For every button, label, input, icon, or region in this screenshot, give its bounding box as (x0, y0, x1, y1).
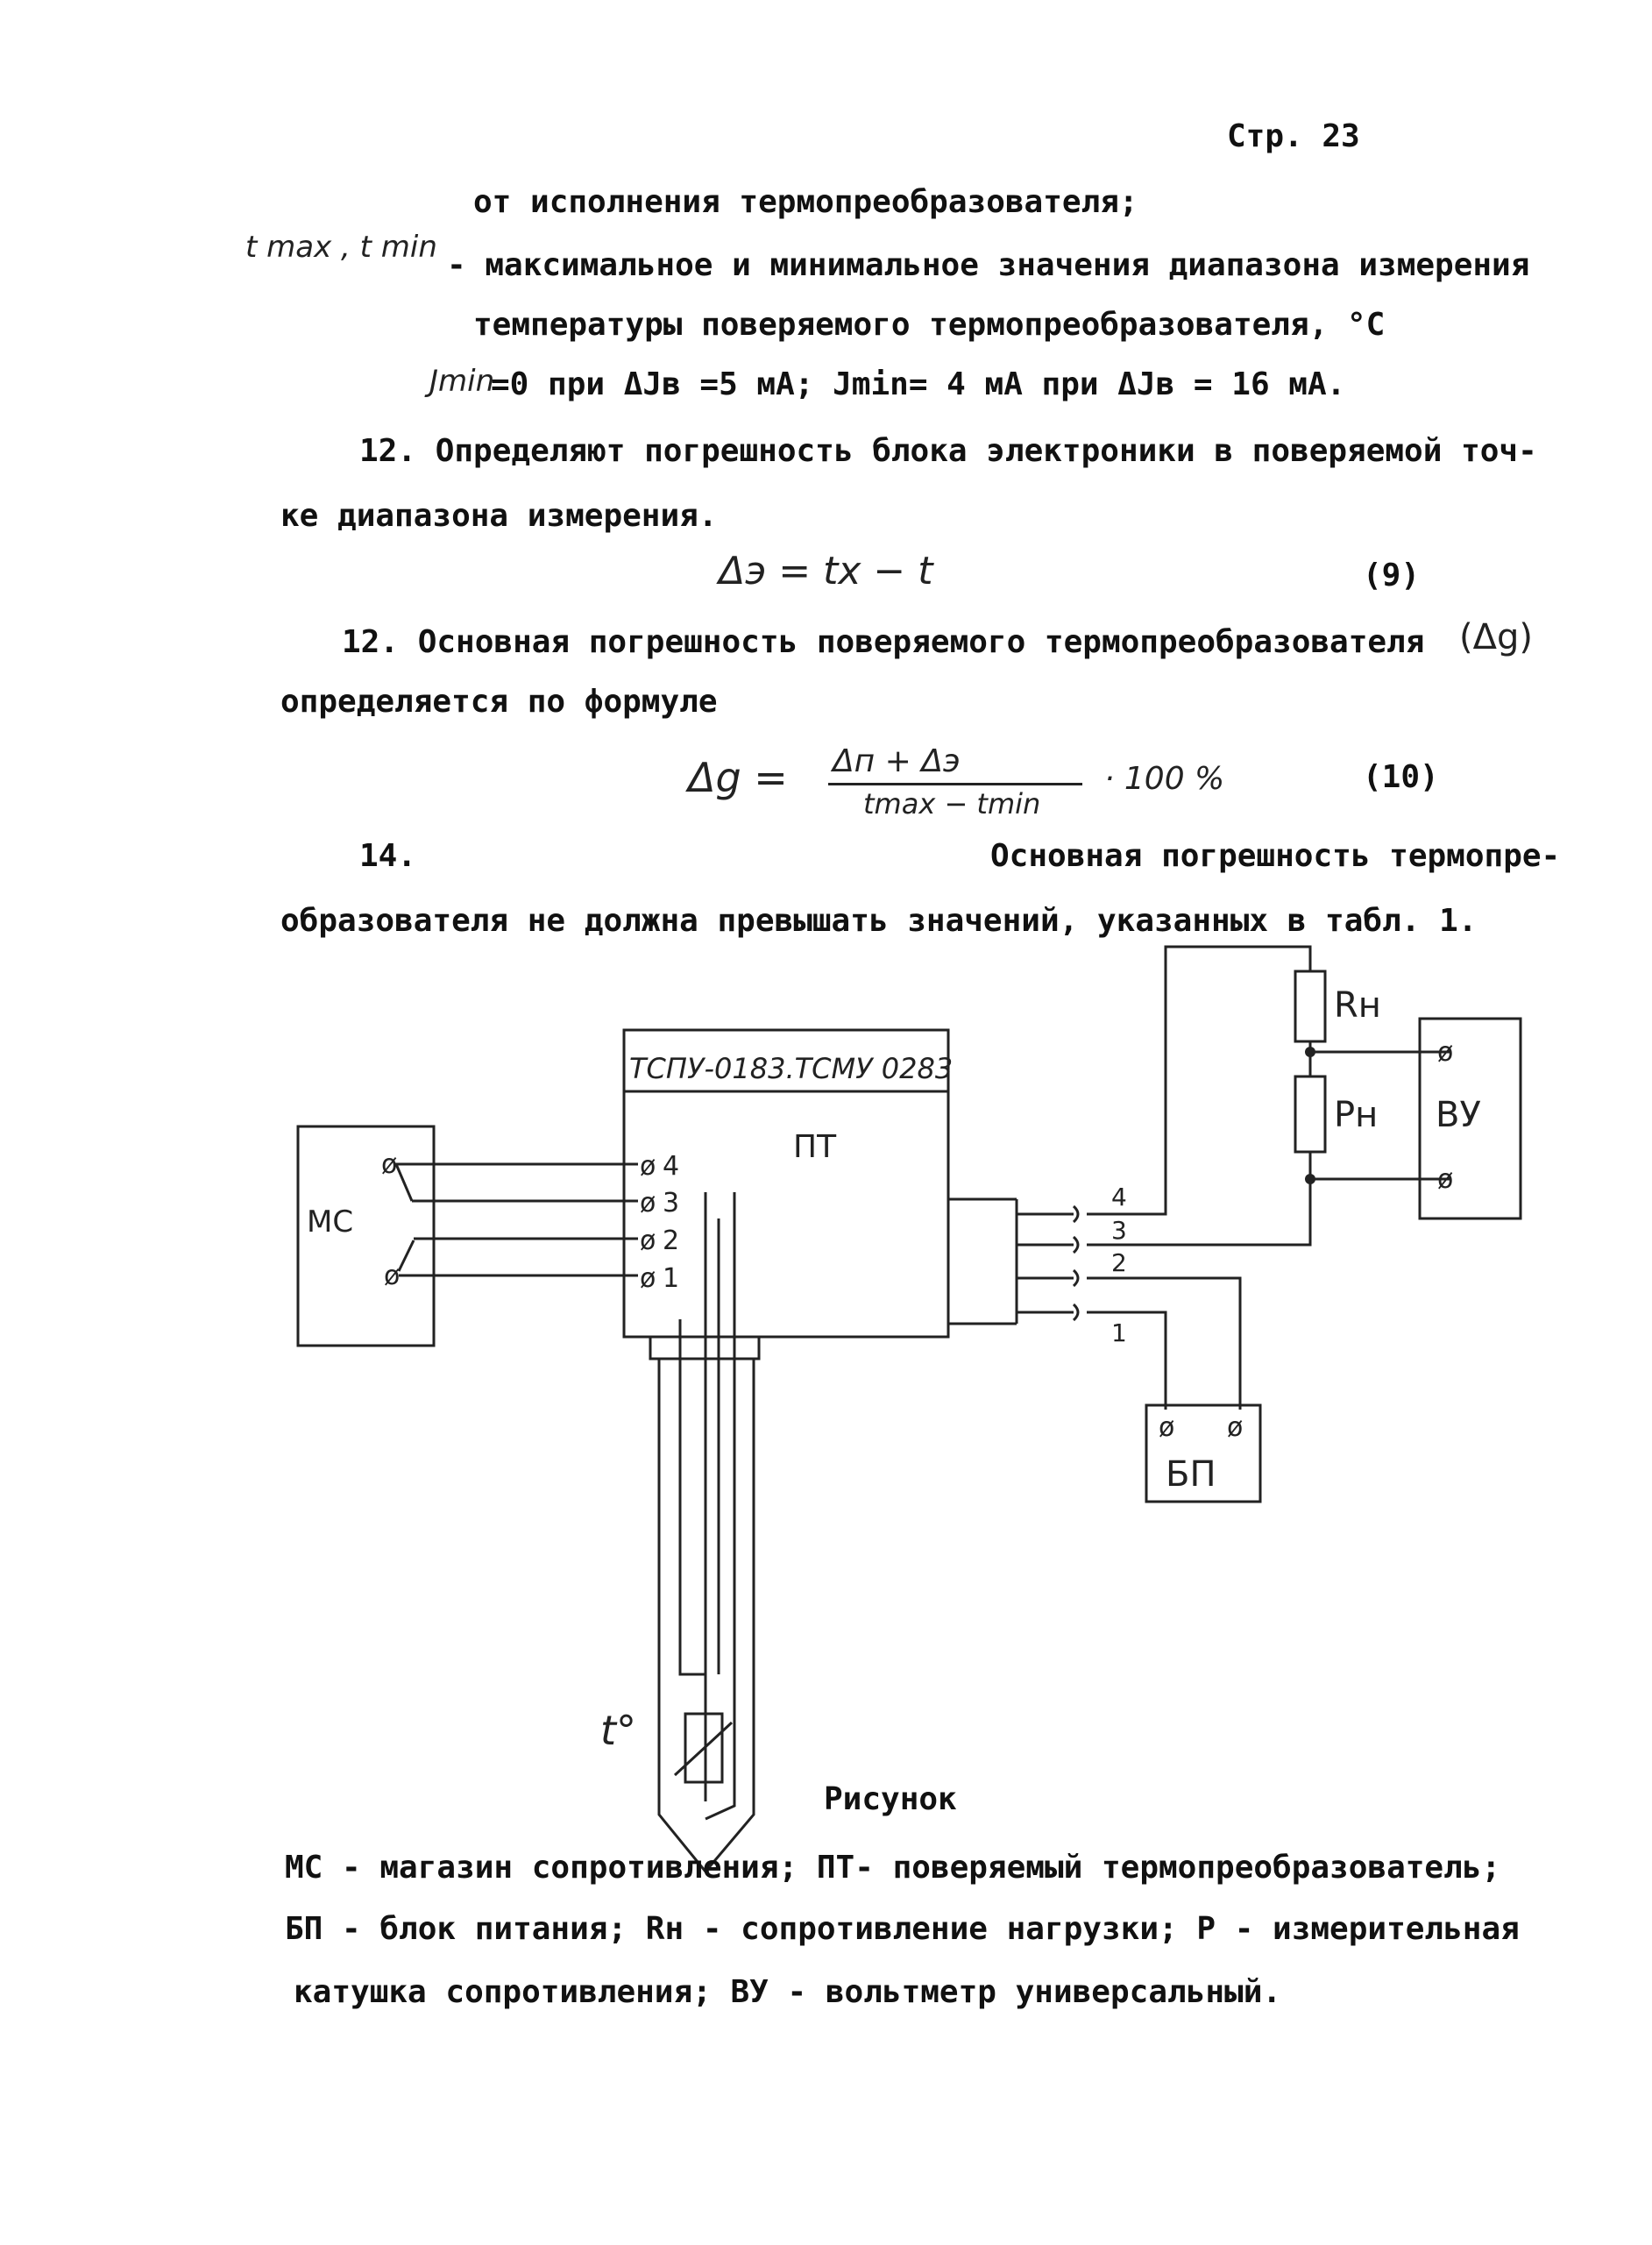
wire-out-4 (1087, 947, 1310, 1214)
vu-terminal: ø (1437, 1164, 1454, 1195)
pn-label: Pн (1334, 1095, 1379, 1135)
rn-label: Rн (1334, 985, 1381, 1026)
temperature-label: t° (600, 1707, 637, 1754)
vu-terminal: ø (1437, 1037, 1454, 1068)
out-number-1: 1 (1111, 1318, 1127, 1347)
formula-10-rhs: · 100 % (1104, 761, 1225, 797)
figure-legend-line: МС - магазин сопротивления; ПТ- поверяемый термопреобразователь; (285, 1850, 1501, 1886)
vu-label: ВУ (1436, 1095, 1481, 1135)
formula-10-denominator: tmax − tmin (863, 787, 1041, 821)
text-line: температуры поверяемого термопреобразователя, °С (473, 307, 1386, 343)
figure-legend-line: БП - блок питания; Rн - сопротивление нагрузки; Р - измерительная (285, 1911, 1520, 1947)
ms-label: МС (307, 1204, 354, 1240)
t-max-min-symbol: t max , t min (245, 230, 437, 265)
pt-terminal-1: 1 (663, 1263, 680, 1294)
paragraph-12a: 12. Определяют погрешность блока электроники в поверяемой точ- (359, 433, 1537, 469)
probe-wire-1 (680, 1319, 705, 1674)
figure-legend-line: катушка сопротивления; ВУ - вольтметр универсальный. (294, 1974, 1282, 2010)
paragraph-12b-cont: определяется по формуле (280, 684, 718, 720)
terminal-glyph: ø (640, 1188, 656, 1218)
bp-terminal: ø (1159, 1412, 1175, 1443)
bp-terminal: ø (1227, 1412, 1244, 1443)
rn-resistor (1295, 971, 1325, 1041)
pt-label: ПТ (793, 1129, 837, 1165)
pt-terminal-3: 3 (663, 1188, 680, 1218)
out-number-2: 2 (1111, 1248, 1127, 1277)
delta-g-symbol: (Δg) (1459, 617, 1533, 657)
bp-label: БП (1166, 1454, 1216, 1495)
wire-out-2 (1087, 1278, 1240, 1410)
pn-resistor (1295, 1076, 1325, 1152)
device-label: ТСПУ-0183.ТСМУ 0283 (629, 1052, 954, 1085)
text-line: =0 при ΔJв =5 мА; Jmin= 4 мА при ΔJв = 16 мА. (491, 366, 1346, 402)
terminal-glyph: ø (640, 1151, 656, 1182)
page-number: Стр. 23 (1227, 118, 1360, 154)
out-number-3: 3 (1111, 1216, 1127, 1245)
paragraph-14-number: 14. (359, 838, 417, 874)
paragraph-12a-cont: ке диапазона измерения. (280, 498, 718, 534)
formula-10-lhs: Δg = (688, 754, 788, 801)
ms-terminal: ø (381, 1149, 398, 1180)
formula-10-numerator: Δп + Δэ (833, 743, 961, 779)
pt-terminal-2: 2 (663, 1226, 680, 1256)
figure-caption-title: Рисунок (824, 1781, 957, 1817)
ms-terminal: ø (384, 1261, 401, 1291)
out-number-4: 4 (1111, 1183, 1127, 1211)
formula-9: Δэ = tx − t (719, 549, 933, 593)
paragraph-14-cont: образователя не должна превышать значений, указанных в табл. 1. (280, 903, 1478, 939)
formula-10-number: (10) (1363, 759, 1439, 795)
j-min-symbol: Jmin (429, 364, 495, 399)
text-line: - максимальное и минимальное значения диапазона измерения (447, 247, 1530, 283)
terminal-glyph: ø (640, 1226, 656, 1256)
paragraph-14: Основная погрешность термопре- (990, 838, 1561, 874)
text-line: от исполнения термопреобразователя; (473, 184, 1138, 220)
pt-terminal-4: 4 (663, 1151, 680, 1182)
formula-9-number: (9) (1363, 558, 1421, 593)
terminal-glyph: ø (640, 1263, 656, 1294)
paragraph-12b: 12. Основная погрешность поверяемого термопреобразователя (342, 624, 1425, 660)
